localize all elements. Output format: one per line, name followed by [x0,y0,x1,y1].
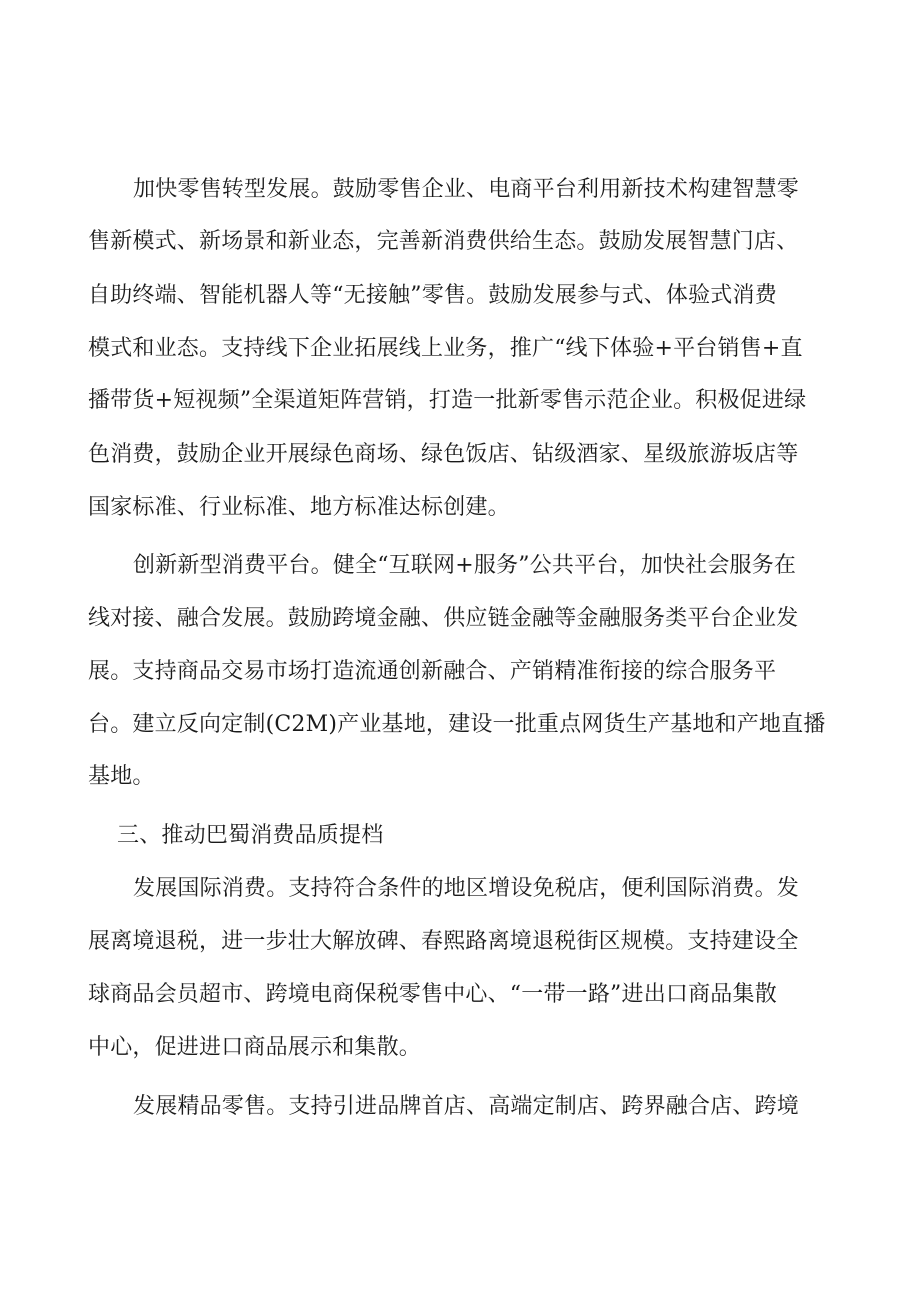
paragraph-line: 球商品会员超市、跨境电商保税零售中心、“一带一路”进出口商品集散 [88,982,777,1007]
paragraph-line: 色消费，鼓励企业开展绿色商场、绿色饭店、钻级酒家、星级旅游坂店等 [88,442,799,467]
paragraph-line: 自助终端、智能机器人等“无接触”零售。鼓励发展参与式、体验式消费 [88,283,777,308]
paragraph-line: 创新新型消费平台。健全“互联网+服务”公共平台，加快社会服务在 [133,553,797,578]
paragraph-line: 线对接、融合发展。鼓励跨境金融、供应链金融等金融服务类平台企业发 [88,606,799,631]
paragraph-line: 展。支持商品交易市场打造流通创新融合、产销精准衔接的综合服务平 [88,659,777,684]
paragraph-line: 基地。 [88,764,155,789]
paragraph-line: 展离境退税，进一步壮大解放碑、春熙路离境退税街区规模。支持建设全 [88,929,799,954]
paragraph-line: 发展国际消费。支持符合条件的地区增设免税店，便利国际消费。发 [133,876,800,901]
paragraph-line: 播带货+短视频”全渠道矩阵营销，打造一批新零售示范企业。积极促进绿 [88,388,807,413]
paragraph-line: 发展精品零售。支持引进品牌首店、高端定制店、跨界融合店、跨境 [133,1094,800,1119]
paragraph-line: 国家标准、行业标准、地方标准达标创建。 [88,495,510,520]
paragraph-line: 售新模式、新场景和新业态，完善新消费供给生态。鼓励发展智慧门店、 [88,229,799,254]
paragraph-line: 台。建立反向定制(C2M)产业基地，建设一批重点网货生产基地和产地直播 [88,712,826,737]
paragraph-line: 模式和业态。支持线下企业拓展线上业务，推广“线下体验+平台销售+直 [88,336,803,361]
paragraph-line: 中心，促进进口商品展示和集散。 [88,1035,422,1060]
section-heading: 三、推动巴蜀消费品质提档 [117,823,384,848]
paragraph-line: 加快零售转型发展。鼓励零售企业、电商平台利用新技术构建智慧零 [133,177,800,202]
